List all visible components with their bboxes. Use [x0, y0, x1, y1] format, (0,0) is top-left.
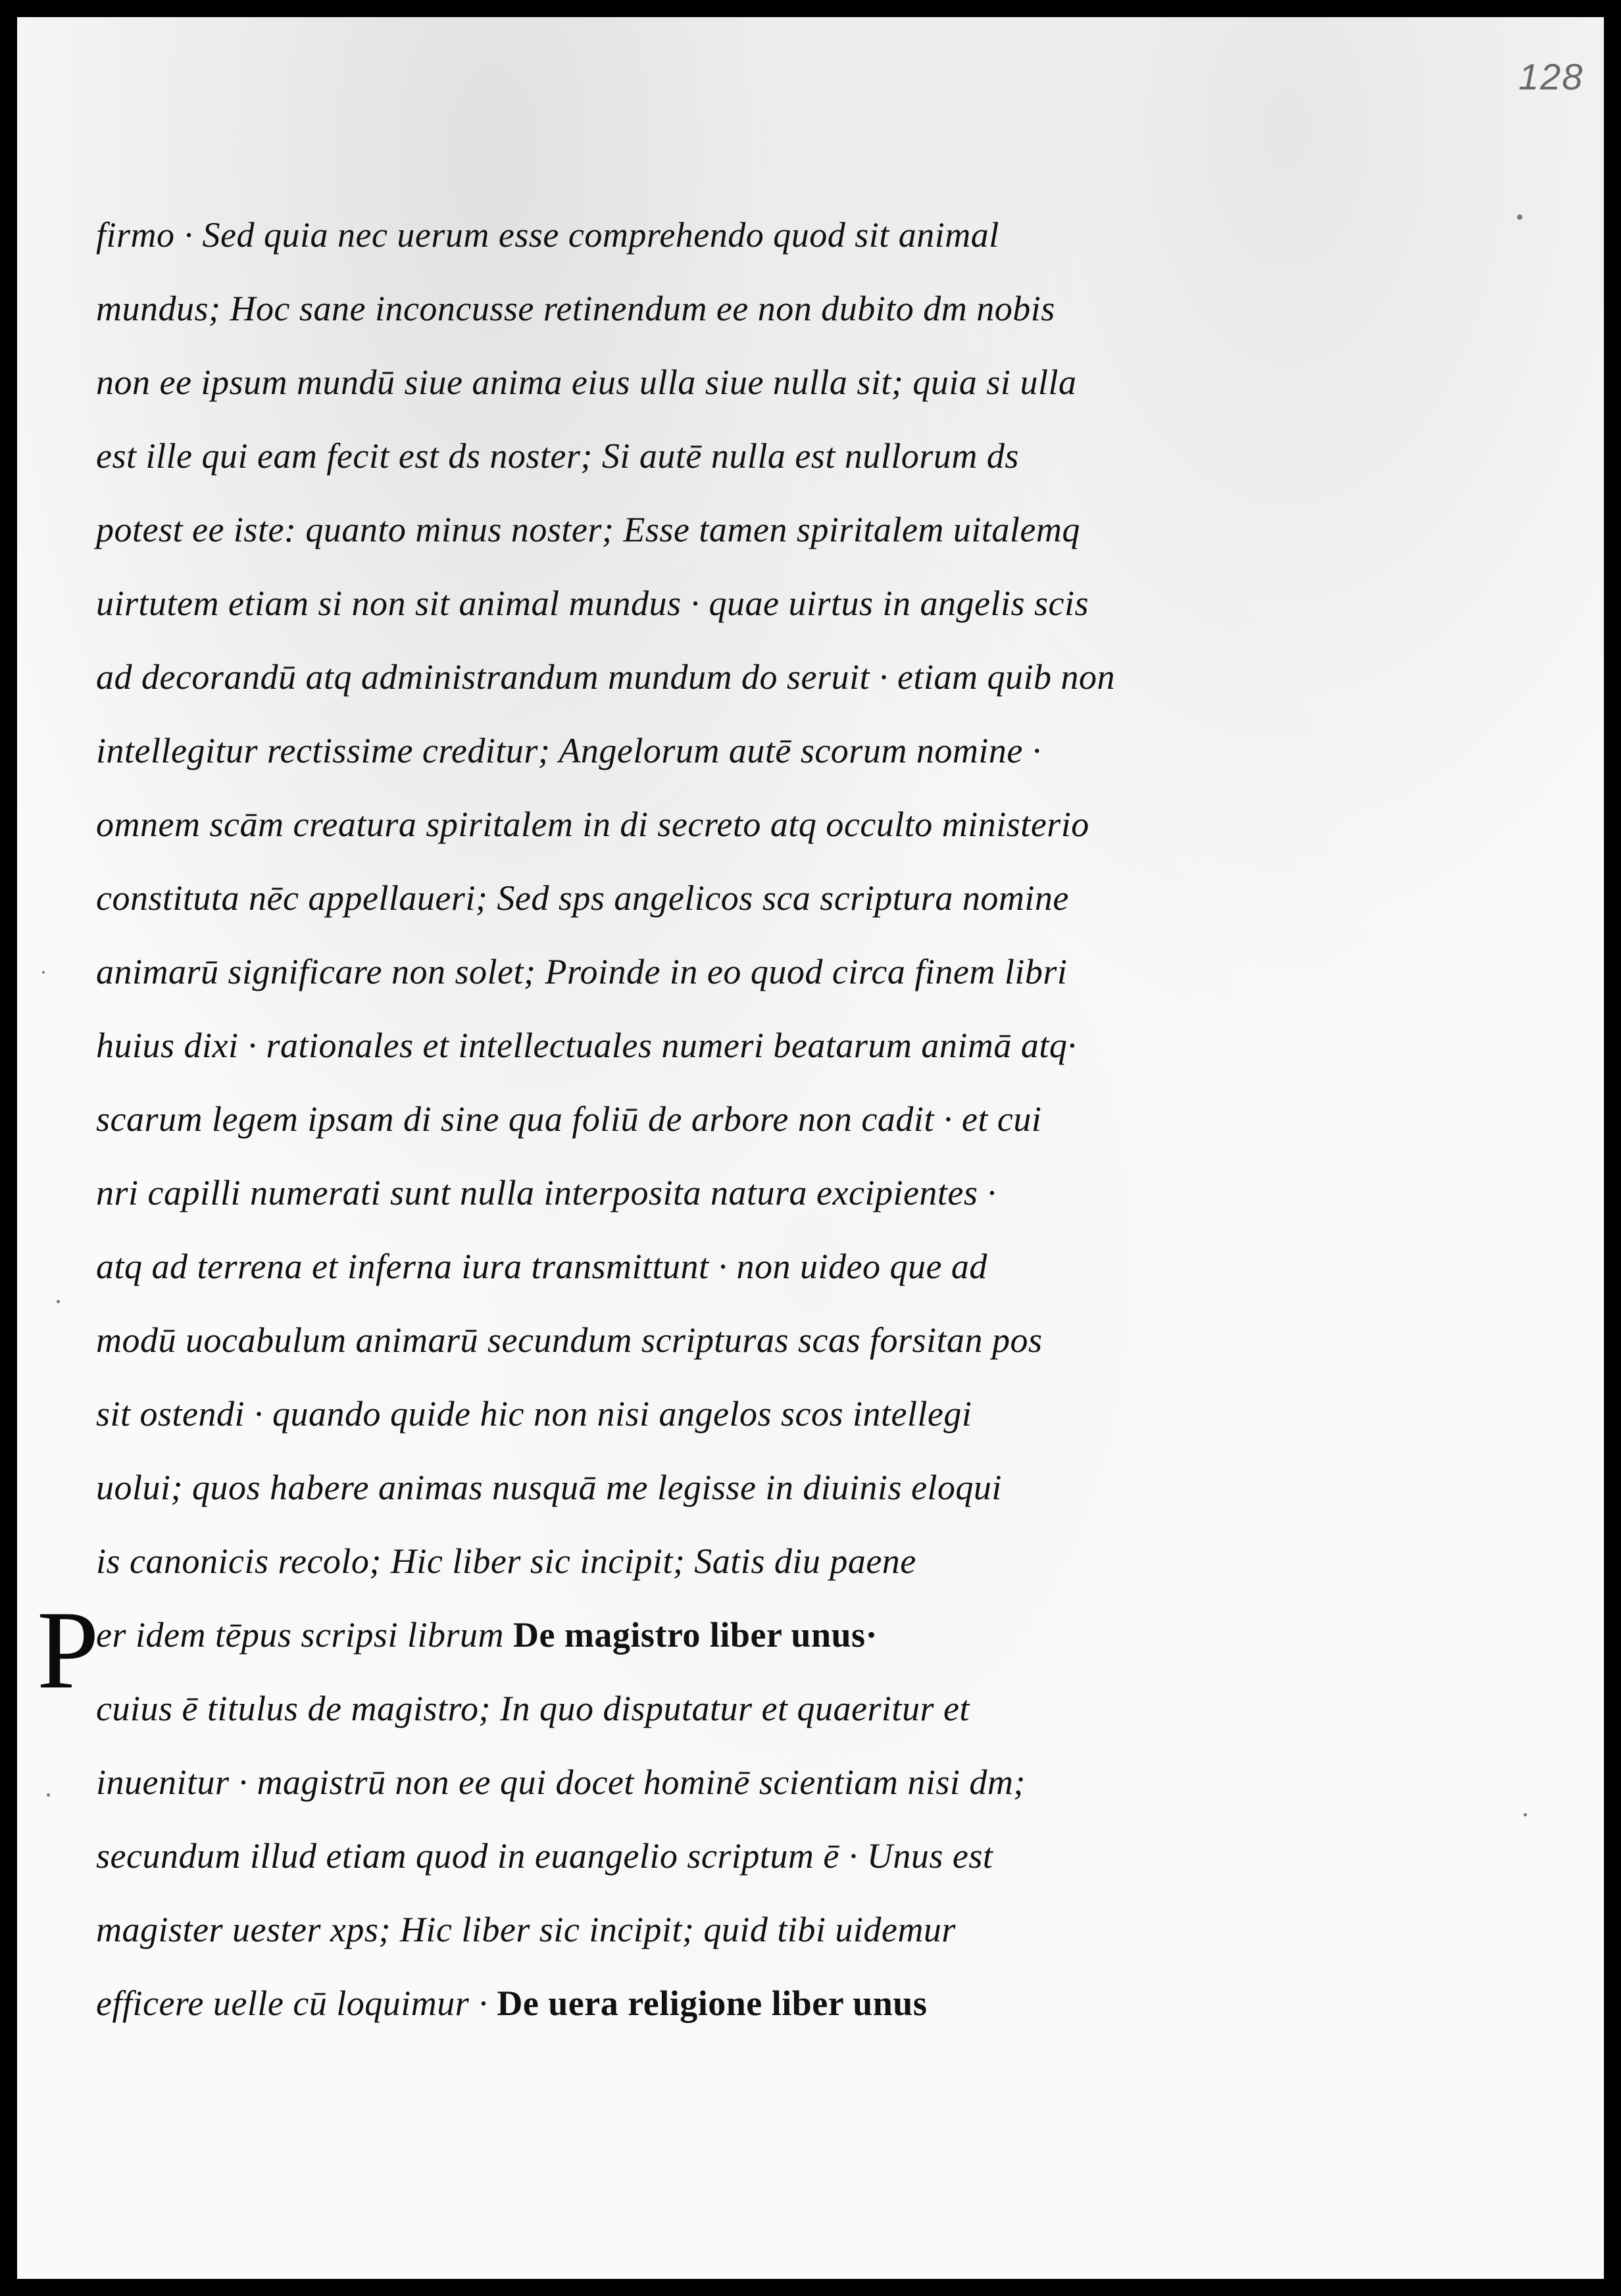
line-text: er idem tēpus scripsi librum [96, 1615, 513, 1655]
manuscript-page [17, 17, 1604, 2279]
page-speck [1524, 1813, 1527, 1816]
text-line: sit ostendi · quando quide hic non nisi angelos scos intellegi [96, 1394, 972, 1434]
decorated-initial: P [37, 1588, 100, 1712]
text-line: nri capilli numerati sunt nulla interposita natura excipientes · [96, 1173, 997, 1212]
text-line: modū uocabulum animarū secundum scripturas scas forsitan pos [96, 1320, 1043, 1360]
text-line: omnem scām creatura spiritalem in di secreto atq occulto ministerio [96, 805, 1089, 844]
text-line [96, 1966, 1359, 2040]
text-line: scarum legem ipsam di sine qua foliū de arbore non cadit · et cui [96, 1099, 1042, 1139]
page-speck [57, 1300, 60, 1303]
text-line: inuenitur · magistrū non ee qui docet hominē scientiam nisi dm; [96, 1762, 1026, 1802]
page-speck [1517, 214, 1522, 220]
text-line: potest ee iste: quanto minus noster; Esse tamen spiritalem uitalemq [96, 510, 1080, 549]
text-line: ad decorandū atq administrandum mundum do seruit · etiam quib non [96, 657, 1115, 697]
text-line: uolui; quos habere animas nusquā me legisse in diuinis eloqui [96, 1468, 1002, 1507]
page-speck [42, 971, 45, 974]
text-line: est ille qui eam fecit est ds noster; Si autē nulla est nullorum ds [96, 436, 1019, 476]
text-line: mundus; Hoc sane inconcusse retinendum ee non dubito dm nobis [96, 289, 1055, 328]
line-text: efficere uelle cū loquimur · [96, 1984, 497, 2023]
folio-number: 128 [1518, 56, 1584, 97]
page-speck [47, 1793, 50, 1797]
rubric-title: De uera religione liber unus [497, 1984, 928, 2023]
text-line: secundum illud etiam quod in euangelio scriptum ē · Unus est [96, 1836, 993, 1876]
text-line: atq ad terrena et inferna iura transmittunt · non uideo que ad [96, 1247, 987, 1286]
text-line: cuius ē titulus de magistro; In quo disputatur et quaeritur et [96, 1689, 970, 1728]
text-line: is canonicis recolo; Hic liber sic incipit; Satis diu paene [96, 1541, 916, 1581]
text-line: animarū significare non solet; Proinde in eo quod circa finem libri [96, 952, 1068, 991]
text-line: firmo · Sed quia nec uerum esse comprehendo quod sit animal [96, 215, 999, 255]
text-line: non ee ipsum mundū siue anima eius ulla siue nulla sit; quia si ulla [96, 362, 1077, 402]
text-line: uirtutem etiam si non sit animal mundus · quae uirtus in angelis scis [96, 584, 1089, 623]
manuscript-text [37, 198, 1359, 2040]
text-line: huius dixi · rationales et intellectuales numeri beatarum animā atq· [96, 1026, 1077, 1065]
text-line: magister uester xps; Hic liber sic incipit; quid tibi uidemur [96, 1910, 956, 1949]
rubric-title: De magistro liber unus· [512, 1615, 878, 1655]
text-line: constituta nēc appellaueri; Sed sps angelicos sca scriptura nomine [96, 878, 1069, 918]
text-line: intellegitur rectissime creditur; Angelorum autē scorum nomine · [96, 731, 1041, 770]
